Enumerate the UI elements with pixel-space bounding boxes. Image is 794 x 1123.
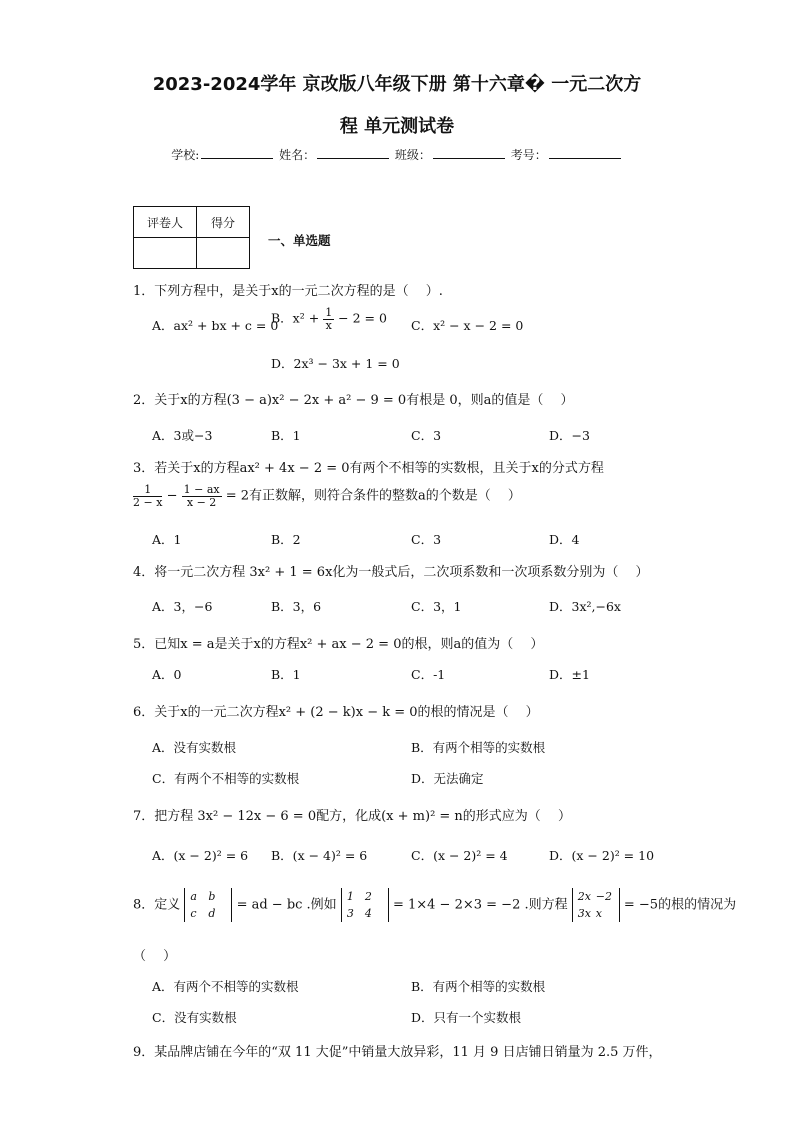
question-3-stem-line2: $\frac{1}{2 - x}$ − $\frac{1 - ax}{x - 2}$ = 2有正数解，则符合条件的整数a的个数是（ ） [133,483,521,509]
q7-option-d: D．(x − 2)² = 10 [549,848,655,863]
q4-option-b: B．3，6 [271,599,322,614]
question-5-stem: 5．已知x = a是关于x的方程x² + ax − 2 = 0的根，则a的值为（ ） [133,637,544,652]
q3-option-c: C．3 [411,532,442,547]
q2-option-b: B．1 [271,428,301,443]
class-blank [433,146,505,159]
score-label: 得分 [197,207,250,238]
q7-option-a: A．(x − 2)² = 6 [152,848,249,863]
q1-option-b: B．x² + $\frac{1}{x}$ − 2 = 0 [271,306,387,332]
question-8-stem: 8．定义 a b c d = ad − bc .例如 1 2 3 4 = 1×4 − 2×3 = −2 .则方程 2x −2 3x x = −5的根的情况为 [133,890,737,920]
q6-option-a: A．没有实数根 [152,740,237,755]
school-blank [201,146,273,159]
student-info-line [0,146,794,163]
page-title-line1: 2023-2024学年 京改版八年级下册 第十六章� 一元二次方 [152,74,642,95]
grader-table [133,206,250,269]
q2-option-c: C．3 [411,428,442,443]
q4-option-c: C．3，1 [411,599,462,614]
q3-fraction-1: $\frac{1}{2 - x}$ [133,483,163,509]
exam-no-blank [549,146,621,159]
q1-option-a: A．ax² + bx + c = 0 [152,318,279,333]
q1-option-c: C．x² − x − 2 = 0 [411,318,524,333]
q8-determinant-equation: 2x −2 3x x [572,888,620,922]
exam-no-label: 考号： [510,148,547,162]
q3-option-b: B．2 [271,532,301,547]
name-blank [317,146,389,159]
grader-label: 评卷人 [134,207,197,238]
question-3-stem-line1: 3．若关于x的方程ax² + 4x − 2 = 0有两个不相等的实数根，且关于x的分式方程 [133,461,604,476]
q1-b-fraction: $\frac{1}{x}$ [325,306,333,332]
q5-option-d: D．±1 [549,667,590,682]
q3-fraction-2: $\frac{1 - ax}{x - 2}$ [183,483,220,509]
question-2-stem: 2．关于x的方程(3 − a)x² − 2x + a² − 9 = 0有根是 0，则a的值是（ ） [133,393,574,408]
q2-option-a: A．3或−3 [152,428,213,443]
score-cell [197,238,250,269]
q2-option-d: D．−3 [549,428,590,443]
q8-determinant-example: 1 2 3 4 [341,888,389,922]
q6-option-d: D．无法确定 [411,771,484,786]
question-4-stem: 4．将一元二次方程 3x² + 1 = 6x化为一般式后，二次项系数和一次项系数分别为（ ） [133,565,649,580]
question-6-stem: 6．关于x的一元二次方程x² + (2 − k)x − k = 0的根的情况是（ ） [133,705,539,720]
q8-option-a: A．有两个不相等的实数根 [152,979,299,994]
q6-option-b: B．有两个相等的实数根 [411,740,546,755]
school-label: 学校: [171,148,200,162]
q8-option-d: D．只有一个实数根 [411,1010,522,1025]
question-9-stem: 9．某品牌店铺在今年的“双 11 大促”中销量大放异彩，11 月 9 日店铺日销量为 2.5 万件， [133,1045,662,1060]
grader-cell [134,238,197,269]
q6-option-c: C．有两个不相等的实数根 [152,771,300,786]
q8-answer-paren: （ ） [133,949,177,964]
q3-option-d: D．4 [549,532,580,547]
q3-option-a: A．1 [152,532,182,547]
q5-option-c: C．-1 [411,667,446,682]
q1-option-d: D．2x³ − 3x + 1 = 0 [271,356,400,371]
q5-option-a: A．0 [152,667,182,682]
name-label: 姓名： [279,148,316,162]
question-1-stem: 1．下列方程中，是关于x的一元二次方程的是（ ）. [133,284,443,299]
q8-option-c: C．没有实数根 [152,1010,237,1025]
question-7-stem: 7．把方程 3x² − 12x − 6 = 0配方，化成(x + m)² = n的形式应为（ ） [133,809,571,824]
q7-option-c: C．(x − 2)² = 4 [411,848,508,863]
q4-option-d: D．3x²,−6x [549,599,621,614]
q4-option-a: A．3，−6 [152,599,213,614]
section-title: 一、单选题 [268,233,331,248]
class-label: 班级： [394,148,431,162]
q5-option-b: B．1 [271,667,301,682]
page-title-line2: 程 单元测试卷 [339,116,455,137]
q8-determinant-definition: a b c d [184,888,232,922]
q7-option-b: B．(x − 4)² = 6 [271,848,368,863]
q8-option-b: B．有两个相等的实数根 [411,979,546,994]
